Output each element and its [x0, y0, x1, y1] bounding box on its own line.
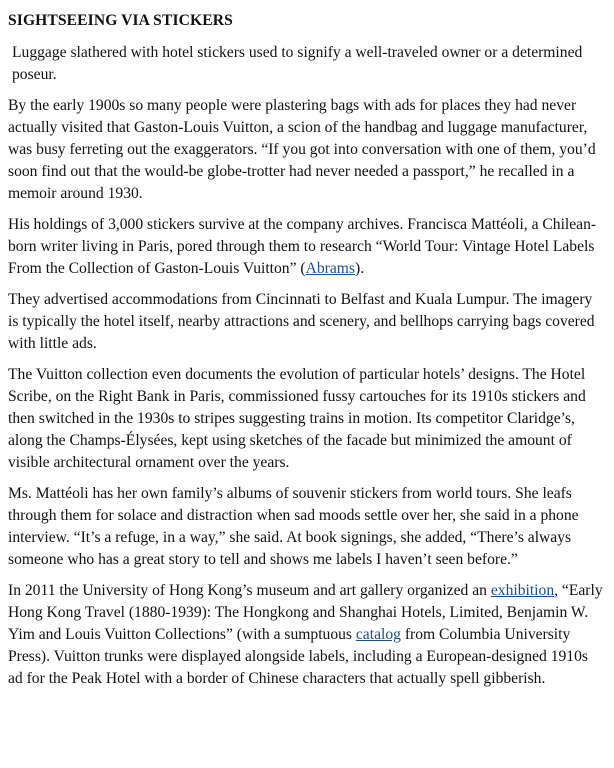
article	[8, 10, 606, 699]
exhibition-link[interactable]: exhibition	[490, 582, 555, 599]
paragraph-vuitton-memoir: By the early 1900s so many people were plastering bags with ads for places they had never actually visited that Gaston-Louis Vuitton, a scion of the handbag and luggage manufacturer, was busy ferreting out the exaggerators. “If you got into conversation with one of them, you’d soon find out that the would-be globe-trotter had never needed a passport,” he recalled in a memoir around 1930.	[8, 97, 596, 202]
paragraph-exhibition	[8, 580, 606, 690]
paragraph-accommodations: They advertised accommodations from Cincinnati to Belfast and Kuala Lumpur. The imagery is typically the hotel itself, nearby attractions and scenery, and bellhops carrying bags covered with little ads.	[8, 291, 595, 352]
paragraph-hotel-designs: The Vuitton collection even documents the evolution of particular hotels’ designs. The Hotel Scribe, on the Right Bank in Paris, commissioned fussy cartouches for its 1910s stickers and then switched in the 1930s to stripes suggesting trains in motion. Its competitor Claridge’s, along the Champs-Élysées, kept using sketches of the facade but minimized the amount of visible architectural ornament over the years.	[8, 366, 586, 471]
paragraph-holdings	[8, 214, 606, 280]
paragraph-holdings-text: His holdings of 3,000 stickers survive at the company archives. Francisca Mattéoli, a Chilean-born writer living in Paris, pored through them to research “World Tour: Vintage Hotel Labels From the Collection of Gaston-Louis Vuitton” (	[8, 216, 597, 277]
paragraph-exhibition-middle: , “Early Hong Kong Travel (1880-1939): The Hongkong and Shanghai Hotels, Limited, Benjamin W. Yim and Louis Vuitton Collections” (with a sumptuous	[8, 582, 603, 643]
paragraph-intro: Luggage slathered with hotel stickers used to signify a well-traveled owner or a determined poseur.	[12, 44, 583, 83]
article-headline: SIGHTSEEING VIA STICKERS	[8, 12, 233, 29]
paragraph-holdings-tail: ).	[355, 260, 365, 277]
paragraph-exhibition-text: In 2011 the University of Hong Kong’s museum and art gallery organized an	[8, 582, 491, 599]
abrams-link[interactable]: Abrams	[305, 260, 355, 277]
paragraph-exhibition-tail: from Columbia University Press). Vuitton trunks were displayed alongside labels, including a European-designed 1910s ad for the Peak Hotel with a border of Chinese characters that actually spell gibberish.	[8, 626, 588, 687]
catalog-link[interactable]: catalog	[355, 626, 401, 643]
paragraph-family-albums: Ms. Mattéoli has her own family’s albums of souvenir stickers from world tours. She leafs through them for solace and distraction when sad moods settle over her, she said in a phone interview. “It’s a refuge, in a way,” she said. At book signings, she added, “There’s always someone who has a great story to tell and shows me labels I haven’t seen before.”	[8, 485, 579, 568]
